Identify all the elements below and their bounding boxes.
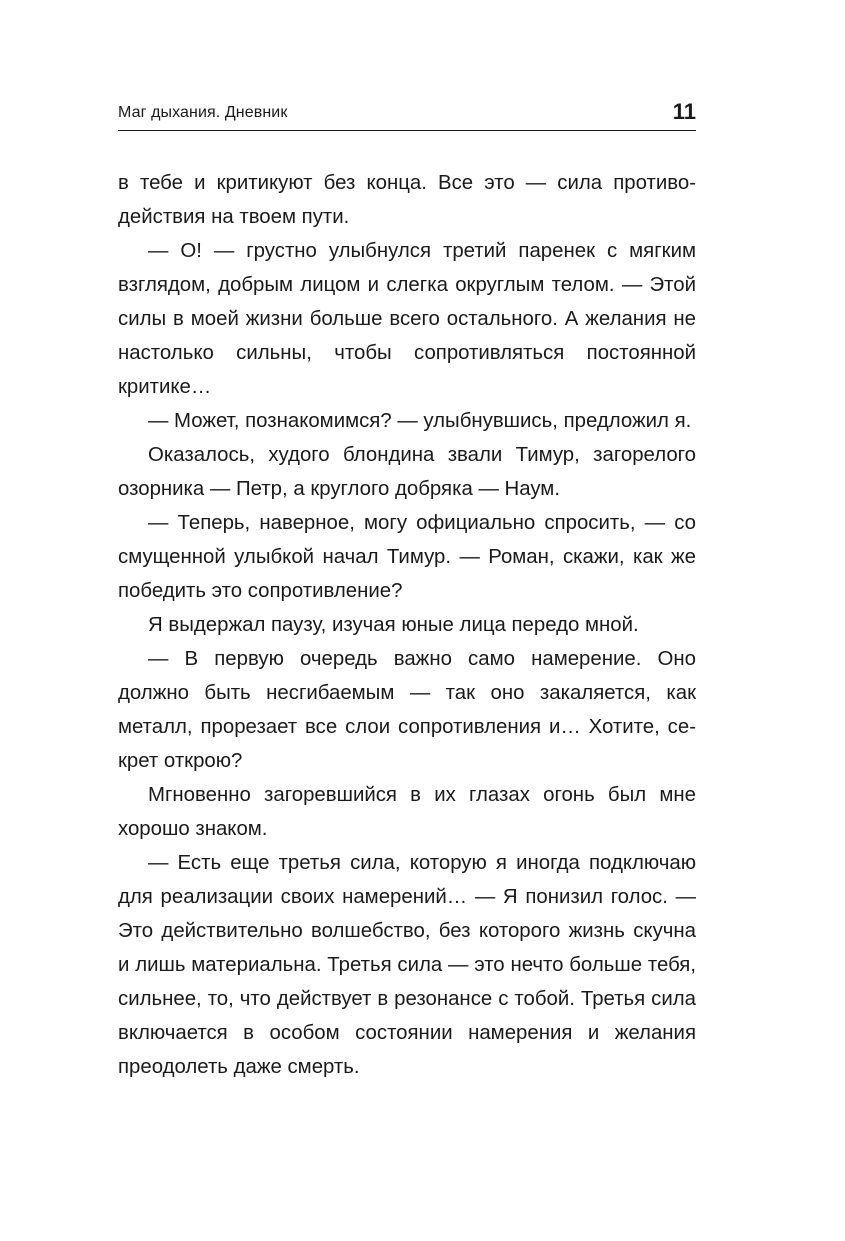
paragraph: Я выдержал паузу, изучая юные лица передо мной. (148, 614, 639, 636)
paragraph: в тебе и критикуют без конца. Все это — сила противодействия на твоем пути. (118, 172, 696, 228)
paragraph: — Теперь, наверное, могу официально спросить, — со смущенной улыбкой начал Тимур. — Роман, скажи, как же победить это сопротивление? (118, 512, 696, 602)
running-header (118, 96, 696, 131)
paragraph: Мгновенно загоревшийся в их глазах огонь был мне хорошо знаком. (118, 784, 696, 840)
body-text (118, 166, 696, 1084)
paragraph: — Может, познакомимся? — улыбнувшись, предложил я. (148, 410, 692, 432)
paragraph: — В первую очередь важно само намерение. Оно должно быть несгибаемым — так оно закаляется, как металл, прорезает все слои сопротивления и… Хотите, секрет открою? (118, 648, 696, 772)
paragraph: — Есть еще третья сила, которую я иногда подключаю для реализации своих намерений… — Я понизил голос. — Это действительно волшебство, без которого жизнь скучна и лишь материальна. Третья сила — это нечто больше тебя, сильнее, то, что действует в резонансе с тобой. Третья сила включается в особом состоянии намерения и желания преодолеть даже смерть. (118, 852, 696, 1078)
running-title: Маг дыхания. Дневник (118, 104, 288, 121)
paragraph: — О! — грустно улыбнулся третий паренек с мягким взглядом, добрым лицом и слегка округлым телом. — Этой силы в моей жизни больше всего остального. А желания не настолько сильны, чтобы сопротивляться постоянной критике… (118, 240, 696, 398)
paragraph: Оказалось, худого блондина звали Тимур, загорелого озорника — Петр, а круглого добряка — Наум. (118, 444, 696, 500)
page-number: 11 (672, 99, 696, 124)
